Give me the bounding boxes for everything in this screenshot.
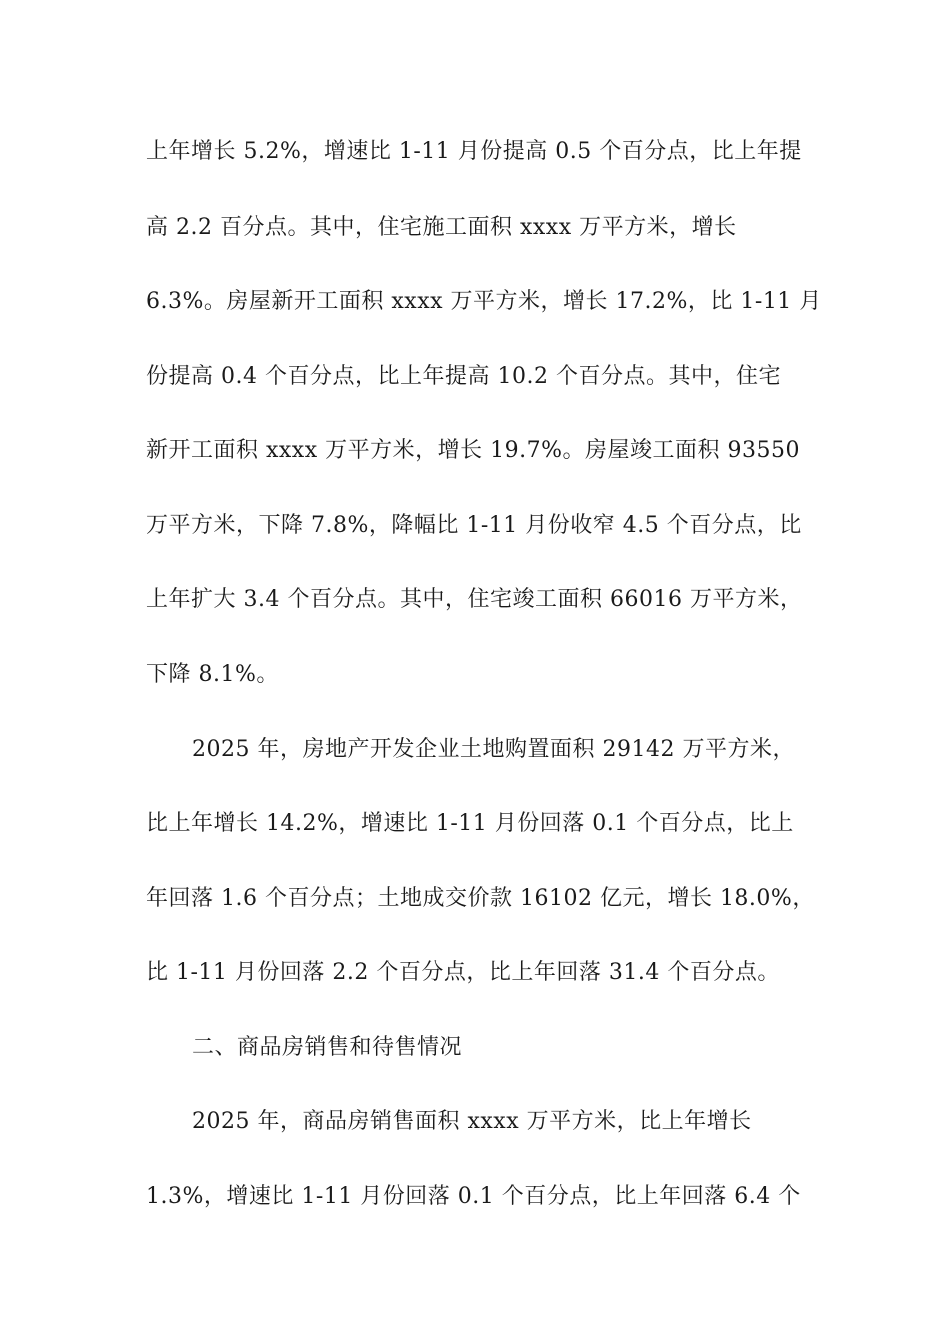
text-line: 1.3%，增速比 1-11 月份回落 0.1 个百分点，比上年回落 6.4 个 (146, 1184, 801, 1209)
text-line: 6.3%。房屋新开工面积 xxxx 万平方米，增长 17.2%，比 1-11 月 (146, 289, 822, 314)
text-line: 份提高 0.4 个百分点，比上年提高 10.2 个百分点。其中，住宅 (146, 364, 781, 389)
text-line: 高 2.2 百分点。其中，住宅施工面积 xxxx 万平方米，增长 (146, 215, 737, 240)
text-line: 万平方米，下降 7.8%，降幅比 1-11 月份收窄 4.5 个百分点，比 (146, 513, 802, 538)
text-line: 上年增长 5.2%，增速比 1-11 月份提高 0.5 个百分点，比上年提 (146, 139, 802, 164)
text-line: 比 1-11 月份回落 2.2 个百分点，比上年回落 31.4 个百分点。 (146, 960, 780, 985)
section-heading: 二、商品房销售和待售情况 (192, 1035, 463, 1060)
paragraph-start-line: 2025 年，房地产开发企业土地购置面积 29142 万平方米， (192, 737, 795, 762)
text-line: 上年扩大 3.4 个百分点。其中，住宅竣工面积 66016 万平方米， (146, 587, 803, 612)
text-line: 年回落 1.6 个百分点；土地成交价款 16102 亿元，增长 18.0%， (146, 886, 815, 911)
text-line: 比上年增长 14.2%，增速比 1-11 月份回落 0.1 个百分点，比上 (146, 811, 794, 836)
text-line: 新开工面积 xxxx 万平方米，增长 19.7%。房屋竣工面积 93550 (146, 438, 800, 463)
text-line: 下降 8.1%。 (146, 662, 279, 687)
paragraph-start-line: 2025 年，商品房销售面积 xxxx 万平方米，比上年增长 (192, 1109, 752, 1134)
